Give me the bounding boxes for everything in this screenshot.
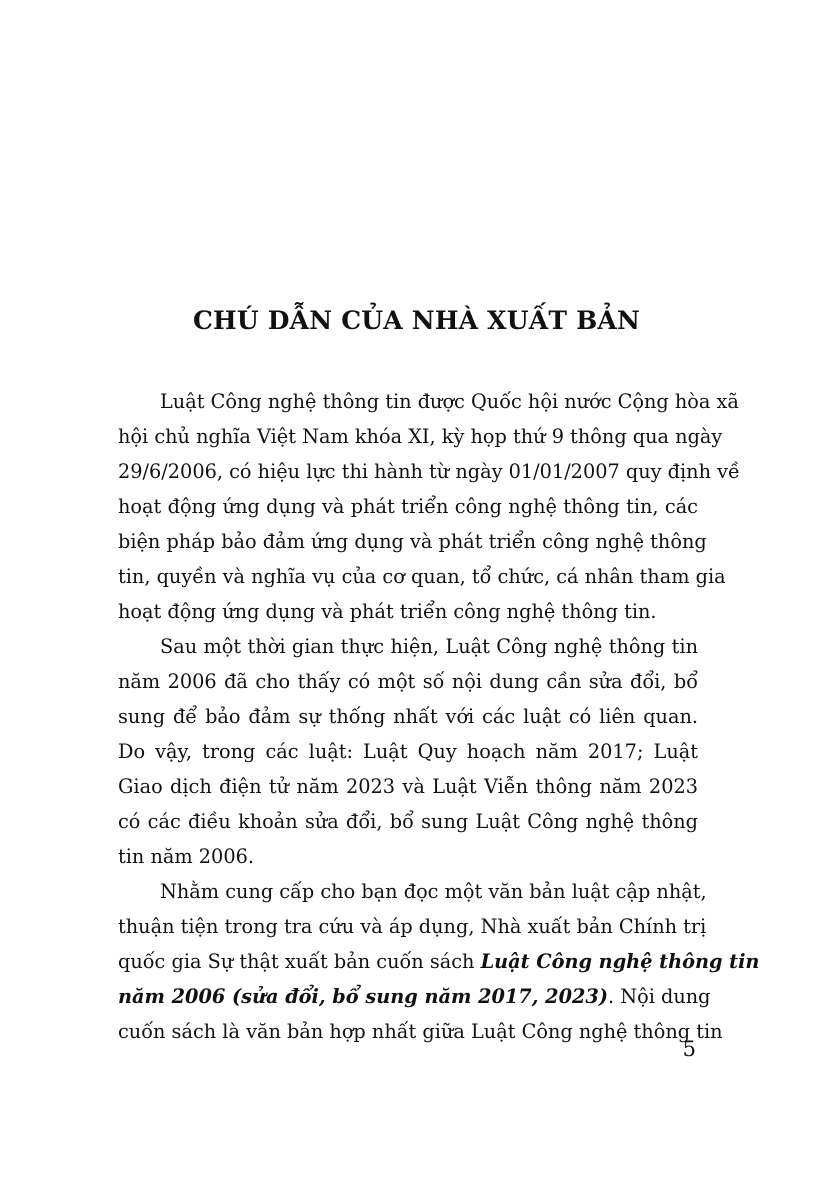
paragraph-2 [118, 629, 698, 874]
text-line: Luật Công nghệ thông tin được Quốc hội nước Cộng hòa xã [160, 390, 739, 413]
text-line [118, 944, 760, 979]
text-line: hoạt động ứng dụng và phát triển công nghệ thông tin. [118, 600, 657, 623]
paragraph-1 [118, 384, 740, 629]
text-segment: quốc gia Sự thật xuất bản cuốn sách [118, 950, 481, 973]
text-line: Sau một thời gian thực hiện, Luật Công nghệ thông tin [160, 635, 698, 658]
book-title-emphasis: Luật Công nghệ thông tin [480, 950, 760, 973]
text-line: hội chủ nghĩa Việt Nam khóa XI, kỳ họp thứ 9 thông qua ngày [118, 425, 723, 448]
text-line: có các điều khoản sửa đổi, bổ sung Luật Công nghệ thông [118, 810, 698, 833]
text-line: Do vậy, trong các luật: Luật Quy hoạch năm 2017; Luật [118, 740, 698, 763]
text-line: tin, quyền và nghĩa vụ của cơ quan, tổ chức, cá nhân tham gia [118, 565, 726, 588]
paragraph-3 [118, 874, 760, 1049]
text-line: hoạt động ứng dụng và phát triển công nghệ thông tin, các [118, 495, 698, 518]
text-line: biện pháp bảo đảm ứng dụng và phát triển công nghệ thông [118, 530, 707, 553]
text-line: 29/6/2006, có hiệu lực thi hành từ ngày 01/01/2007 quy định về [118, 460, 740, 483]
text-line: tin năm 2006. [118, 845, 254, 868]
page-number: 5 [682, 1037, 696, 1061]
text-line: thuận tiện trong tra cứu và áp dụng, Nhà xuất bản Chính trị [118, 915, 707, 938]
text-line: Giao dịch điện tử năm 2023 và Luật Viễn thông năm 2023 [118, 775, 698, 798]
text-segment: . Nội dung [607, 985, 711, 1008]
text-line: cuốn sách là văn bản hợp nhất giữa Luật Công nghệ thông tin [118, 1020, 723, 1043]
body-text [118, 384, 760, 1049]
text-line: sung để bảo đảm sự thống nhất với các luật có liên quan. [118, 705, 698, 728]
text-line: Nhằm cung cấp cho bạn đọc một văn bản luật cập nhật, [160, 880, 707, 903]
text-line [118, 979, 711, 1014]
page-title: CHÚ DẪN CỦA NHÀ XUẤT BẢN [192, 306, 641, 335]
text-line: năm 2006 đã cho thấy có một số nội dung cần sửa đổi, bổ [118, 670, 698, 693]
book-title-emphasis: năm 2006 (sửa đổi, bổ sung năm 2017, 2023) [118, 985, 608, 1008]
